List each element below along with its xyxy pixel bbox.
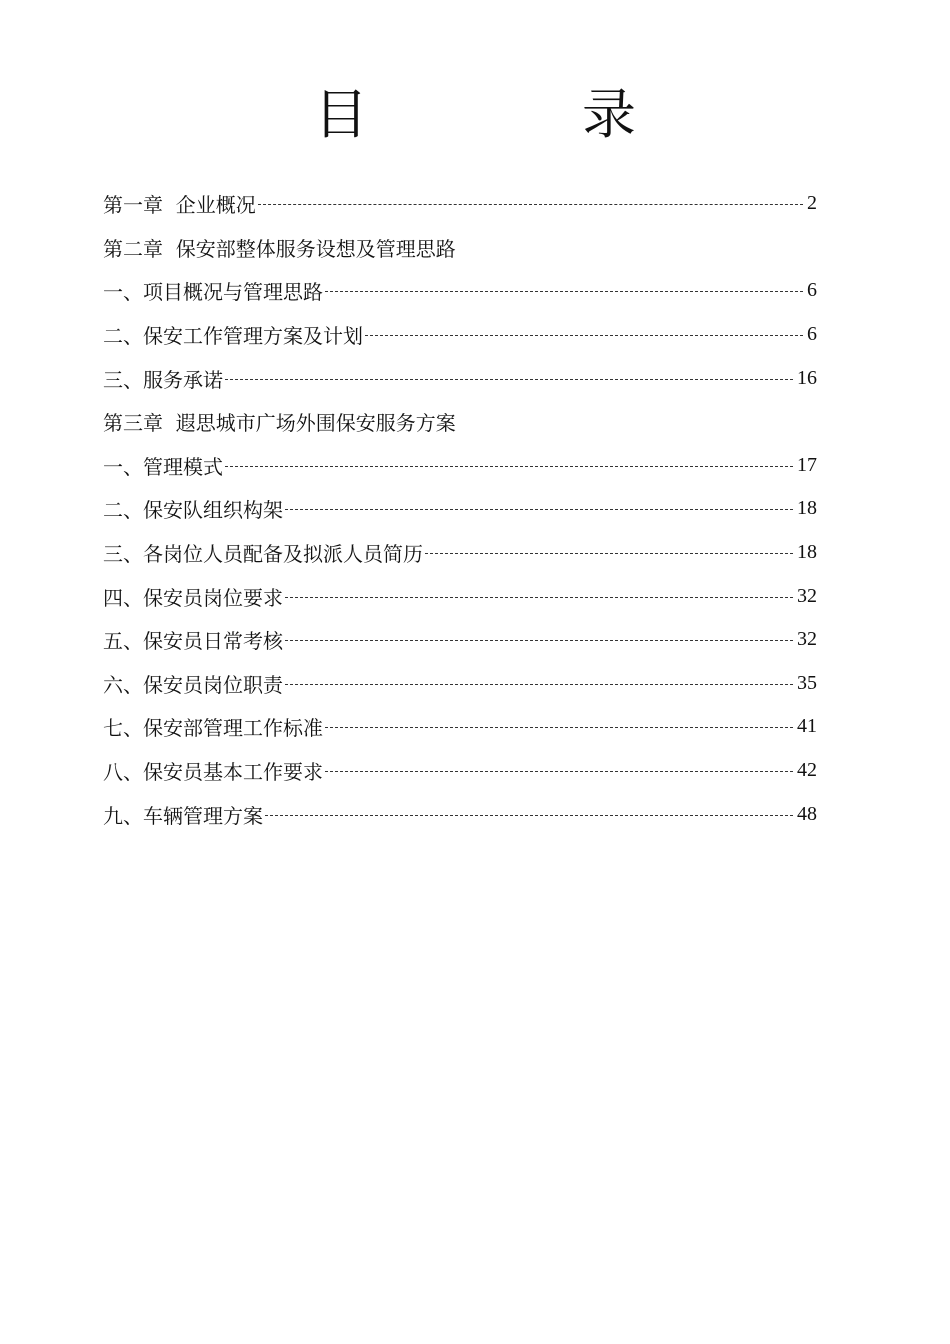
toc-title: 目 录: [314, 83, 716, 146]
toc-entry-label: 六、保安员岗位职责: [103, 672, 283, 697]
toc-entry-label: 二、保安队组织构架: [103, 498, 283, 523]
toc-dash-leader: [258, 204, 803, 205]
toc-entry-label: 八、保安员基本工作要求: [103, 760, 323, 785]
toc-entry-label: 二、保安工作管理方案及计划: [103, 324, 363, 349]
toc-entry[interactable]: [103, 705, 817, 749]
toc-entry[interactable]: [103, 313, 817, 357]
toc-entry-label: 一、管理模式: [103, 454, 223, 479]
toc-entry-label: 三、各岗位人员配备及拟派人员简历: [103, 542, 423, 567]
toc-list: [103, 182, 817, 836]
toc-page-number: 48: [797, 802, 817, 825]
toc-entry-label: 七、保安部管理工作标准: [103, 716, 323, 741]
toc-entry[interactable]: [103, 574, 817, 618]
toc-entry-label: 五、保安员日常考核: [103, 629, 283, 654]
toc-entry[interactable]: [103, 182, 817, 226]
toc-entry[interactable]: [103, 444, 817, 488]
toc-entry-label: 第二章 保安部整体服务设想及管理思路: [103, 236, 456, 261]
toc-dash-leader: [325, 291, 803, 292]
toc-entry-label: 一、项目概况与管理思路: [103, 280, 323, 305]
toc-entry[interactable]: [103, 487, 817, 531]
toc-entry[interactable]: [103, 356, 817, 400]
toc-page-number: 2: [807, 192, 817, 215]
toc-page-number: 41: [797, 715, 817, 738]
toc-chapter-heading[interactable]: [103, 226, 817, 270]
toc-page-number: 6: [807, 323, 817, 346]
toc-page-number: 18: [797, 497, 817, 520]
toc-dash-leader: [325, 771, 793, 772]
toc-dash-leader: [225, 379, 793, 380]
toc-entry-label: 九、车辆管理方案: [103, 803, 263, 828]
toc-page-number: 42: [797, 759, 817, 782]
toc-entry-label: 四、保安员岗位要求: [103, 585, 283, 610]
toc-dash-leader: [285, 509, 793, 510]
toc-entry[interactable]: [103, 749, 817, 793]
toc-page-number: 17: [797, 453, 817, 476]
toc-chapter-heading[interactable]: [103, 400, 817, 444]
toc-page-number: 18: [797, 541, 817, 564]
toc-page-number: 35: [797, 671, 817, 694]
toc-dash-leader: [425, 553, 793, 554]
toc-dash-leader: [365, 335, 803, 336]
toc-dash-leader: [325, 727, 793, 728]
toc-dash-leader: [285, 684, 793, 685]
toc-entry-label: 第三章 遐思城市广场外围保安服务方案: [103, 411, 456, 436]
toc-entry[interactable]: [103, 618, 817, 662]
toc-entry[interactable]: [103, 662, 817, 706]
toc-dash-leader: [285, 597, 793, 598]
toc-entry-label: 第一章 企业概况: [103, 193, 256, 218]
toc-entry[interactable]: [103, 792, 817, 836]
toc-page-number: 32: [797, 584, 817, 607]
toc-page-number: 16: [797, 366, 817, 389]
toc-entry[interactable]: [103, 531, 817, 575]
toc-page-number: 6: [807, 279, 817, 302]
toc-dash-leader: [285, 640, 793, 641]
toc-entry[interactable]: [103, 269, 817, 313]
toc-page-number: 32: [797, 628, 817, 651]
toc-dash-leader: [225, 466, 793, 467]
toc-dash-leader: [265, 815, 793, 816]
toc-entry-label: 三、服务承诺: [103, 367, 223, 392]
